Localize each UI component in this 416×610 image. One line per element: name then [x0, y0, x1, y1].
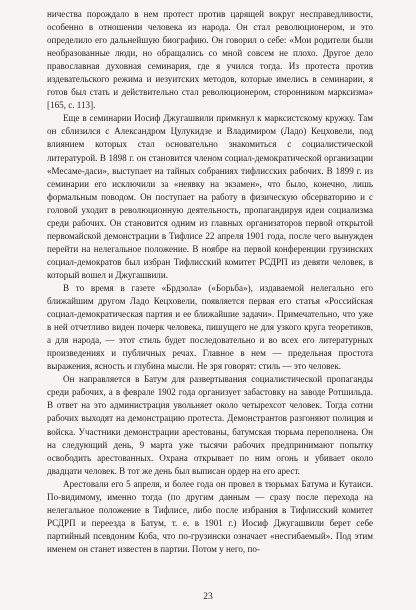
paragraph-arrest: Арестовали его 5 апреля, и более года он провел в тюрьмах Батума и Кутаиси. По-видимому, именно тогда (по другим данным — сразу после перехода на нелегальное положение в Тифлисе, либо после избрания в Тифлисский комитет РСДРП и переезда в Батум, т. е. в 1901 г.) Иосиф Джугашвили берет себе партийный псевдоним Коба, что по-грузински означает «несгибаемый». Под этим именем он станет известен в партии. Потом у него, по- [47, 478, 373, 554]
paragraph-batum: Он направляется в Батум для развертывания социалистической пропаганды среди рабочих, а в феврале 1902 года организует забастовку на заводе Ротшильда. В ответ на это администрация увольняет около четырехсот человек. Тогда сотни рабочих выходят на демонстрацию протеста. Демонстрантов разгоняют полиция и войска. Участники демонстрации арестованы, батумская тюрьма переполнена. Он на следующий день, 9 марта уже тысячи рабочих предпринимают попытку освободить арестованных. Охрана открывает по ним огонь и убивает около двадцати человек. В тот же день был выписан ордер на его арест. [47, 374, 373, 476]
paragraph-brdzola: В то время в газете «Брдзола» («Борьба»), издаваемой нелегально его ближайшим другом Ладо Кецховели, появляется первая его статья «Российская социал-демократическая партия и ее ближайшие задачи». Примечательно, что уже в ней отчетливо виден почерк человека, пишущего не для узкого круга теоретиков, а для народа, — этот стиль будет последовательно и во всех его литературных произведениях и публичных речах. Главное в нем — предельная простота выражения, ясность и глубина мысли. Не зря говорят: стиль — это человек. [47, 282, 373, 372]
page-number: 23 [203, 592, 213, 602]
paragraph-seminary: Еще в семинарии Иосиф Джугашвили примкнул к марксистскому кружку. Там он сблизился с Александром Цулукидзе и Владимиром (Ладо) Кецховели, под влиянием которых стал основательно знакомиться с социалистической литературой. В 1898 г. он становится членом социал-демократической организации «Месаме-даси», выступает на тайных собраниях тифлисских рабочих. В 1899 г. из семинарии его исключили за «неявку на экзамен», что было, конечно, лишь формальным поводом. Он поступает на работу в физическую обсерваторию и с головой уходит в революционную деятельность, пропагандируя идеи социализма среди рабочих. Он становится одним из главных организаторов первой открытой первомайской демонстрации в Тифлисе 22 апреля 1901 года, после чего вынужден перейти на нелегальное положение. В ноябре на первой конференции грузинских социал-демократов был избран Тифлисский комитет РСДРП из девяти человек, в который вошел и Джугашвили. [47, 113, 373, 280]
paragraph-continuation: ничества порождало в нем протест против царящей вокруг несправедливости, особенно в отношении человека из народа. Он стал революционером, и это определило его дальнейшую биографию. Он говорил о себе: «Мои родители были необразованные люди, но обращались со мной совсем не плохо. Другое дело православная духовная семинария, где я учился тогда. Из протеста против издевательского режима и иезуитских методов, которые имелись в семинарии, я готов был стать и действительно стал революционером, сторонником марксизма» [165, с. 113]. [47, 9, 373, 111]
